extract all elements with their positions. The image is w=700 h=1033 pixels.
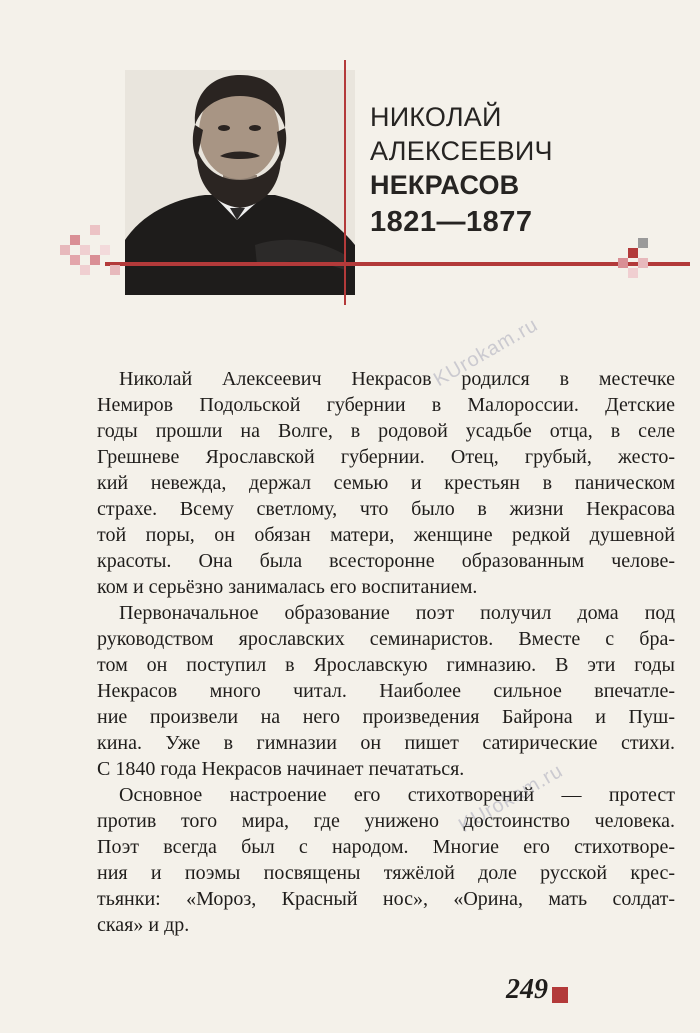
page-number-marker	[552, 987, 568, 1003]
author-surname: НЕКРАСОВ	[370, 170, 520, 200]
watermark: KUrokam.ru	[430, 313, 543, 392]
text-line: красоты. Она была всесторонне образованным челове-	[97, 550, 675, 572]
author-years: 1821—1877	[370, 206, 533, 238]
text-line: страхе. Всему светлому, что было в жизни Некрасова	[97, 498, 675, 520]
text-line: Немиров Подольской губернии в Малороссии. Детские	[97, 394, 675, 416]
pixel-decoration-right	[618, 238, 658, 278]
text-line: годы прошли на Волге, в родовой усадьбе отца, в селе	[97, 420, 675, 442]
page-number: 249	[506, 974, 548, 1005]
horizontal-accent-rule	[105, 262, 690, 266]
author-title-block	[370, 100, 670, 240]
paragraph-3	[75, 782, 675, 938]
watermark: KUrokam.ru	[455, 759, 568, 838]
text-line: Поэт всегда был с народом. Многие его стихотворе-	[97, 836, 675, 858]
text-line: Первоначальное образование поэт получил дома под	[119, 602, 675, 624]
text-line: кий невежда, держал семью и крестьян в паническом	[97, 472, 675, 494]
text-line: против того мира, где унижено достоинство человека.	[97, 810, 675, 832]
text-line: том он поступил в Ярославскую гимназию. В эти годы	[97, 654, 675, 676]
text-line: тьянки: «Мороз, Красный нос», «Орина, мать солдат-	[97, 888, 675, 910]
paragraph-2	[75, 600, 675, 782]
text-line: Николай Алексеевич Некрасов родился в местечке	[119, 368, 675, 390]
text-line: руководством ярославских семинаристов. Вместе с бра-	[97, 628, 675, 650]
text-line: той поры, он обязан матери, женщине редкой душевной	[97, 524, 675, 546]
text-line: Основное настроение его стихотворений — протест	[119, 784, 675, 806]
text-line: кина. Уже в гимназии он пишет сатирические стихи.	[97, 732, 675, 754]
vertical-accent-rule	[344, 60, 346, 305]
text-line: ния и поэмы посвящены тяжёлой доле русской крес-	[97, 862, 675, 884]
text-line: ние произвели на него произведения Байрона и Пуш-	[97, 706, 675, 728]
text-line: ком и серьёзно занималась его воспитанием.	[97, 576, 478, 598]
author-patronymic: АЛЕКСЕЕВИЧ	[370, 136, 553, 166]
text-line: Некрасов много читал. Наиболее сильное впечатле-	[97, 680, 675, 702]
biography-text	[75, 366, 675, 938]
author-first-name: НИКОЛАЙ	[370, 102, 502, 132]
text-line: Грешневе Ярославской губернии. Отец, грубый, жесто-	[97, 446, 675, 468]
text-line: С 1840 года Некрасов начинает печататься.	[97, 758, 465, 780]
text-line: ская» и др.	[97, 914, 190, 936]
pixel-decoration-left	[60, 225, 150, 285]
paragraph-1	[75, 366, 675, 600]
